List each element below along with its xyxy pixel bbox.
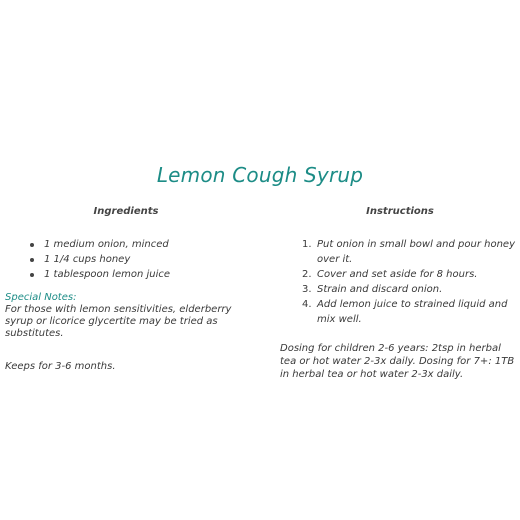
instructions-heading: Instructions bbox=[366, 206, 434, 217]
bullet-icon bbox=[30, 273, 34, 277]
ingredient-text: 1 medium onion, minced bbox=[44, 239, 169, 250]
storage-note: Keeps for 3-6 months. bbox=[5, 361, 116, 372]
instruction-step bbox=[280, 267, 520, 282]
step-text: Cover and set aside for 8 hours. bbox=[317, 269, 478, 280]
instruction-step bbox=[280, 237, 520, 267]
step-number: 4. bbox=[302, 299, 312, 310]
bullet-icon bbox=[30, 243, 34, 247]
step-number: 2. bbox=[302, 269, 312, 280]
ingredient-item bbox=[30, 267, 255, 282]
special-notes-text: For those with lemon sensitivities, elderberry syrup or licorice glycertite may be tried as substitutes. bbox=[5, 304, 232, 339]
step-number: 3. bbox=[302, 284, 312, 295]
bullet-icon bbox=[30, 258, 34, 262]
instructions-column bbox=[280, 206, 520, 381]
instruction-step bbox=[280, 282, 520, 297]
instructions-list bbox=[280, 237, 520, 327]
ingredients-column bbox=[5, 206, 255, 373]
step-text: Add lemon juice to strained liquid and mix well. bbox=[317, 299, 508, 325]
special-notes-label: Special Notes: bbox=[5, 292, 77, 303]
ingredient-text: 1 tablespoon lemon juice bbox=[44, 269, 171, 280]
instruction-step bbox=[280, 297, 520, 327]
ingredient-item bbox=[30, 237, 255, 252]
recipe-title: Lemon Cough Syrup bbox=[156, 163, 364, 187]
ingredients-heading: Ingredients bbox=[93, 206, 159, 217]
step-number: 1. bbox=[302, 239, 312, 250]
step-text: Strain and discard onion. bbox=[317, 284, 443, 295]
ingredient-item bbox=[30, 252, 255, 267]
ingredients-list bbox=[5, 237, 255, 282]
step-text: Put onion in small bowl and pour honey over it. bbox=[317, 239, 515, 265]
ingredient-text: 1 1/4 cups honey bbox=[44, 254, 131, 265]
dosing-note: Dosing for children 2-6 years: 2tsp in herbal tea or hot water 2-3x daily. Dosing for 7+: 1TB in herbal tea or hot water 2-3x daily. bbox=[280, 343, 515, 380]
